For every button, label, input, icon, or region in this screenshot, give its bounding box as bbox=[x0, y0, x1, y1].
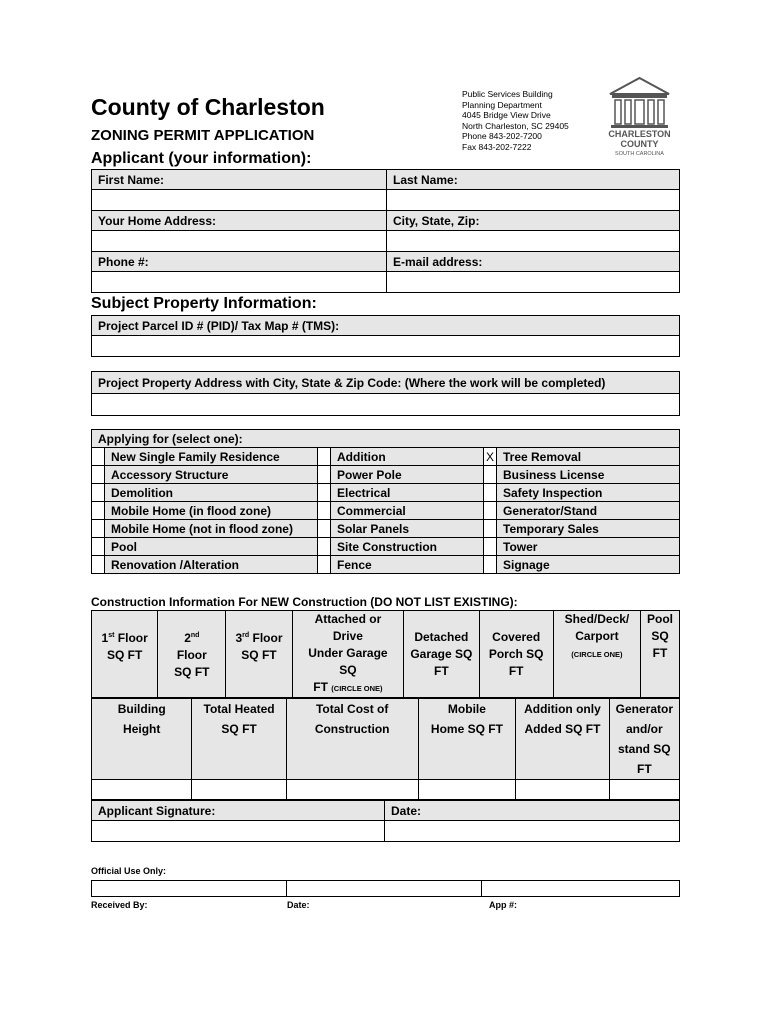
home-address-field[interactable] bbox=[92, 231, 387, 252]
signature-date-field[interactable] bbox=[385, 821, 680, 842]
shed-deck-carport-header: Shed/Deck/ Carport (CIRCLE ONE) bbox=[553, 611, 640, 698]
signature-table bbox=[91, 800, 680, 842]
property-address-label: Project Property Address with City, State & Zip Code: (Where the work will be completed) bbox=[92, 372, 680, 394]
checkbox[interactable] bbox=[318, 448, 331, 466]
last-name-field[interactable] bbox=[387, 190, 680, 211]
checkbox[interactable] bbox=[484, 538, 497, 556]
official-date-label: Date: bbox=[287, 900, 310, 910]
city-state-zip-field[interactable] bbox=[387, 231, 680, 252]
checkbox[interactable] bbox=[92, 448, 105, 466]
parcel-field[interactable] bbox=[92, 336, 680, 357]
official-date-field[interactable] bbox=[287, 881, 482, 897]
parcel-label: Project Parcel ID # (PID)/ Tax Map # (TMS): bbox=[92, 316, 680, 336]
total-heated-header: Total Heated SQ FT bbox=[192, 699, 286, 780]
applying-heading: Applying for (select one): bbox=[92, 430, 680, 448]
second-floor-header: 2nd Floor SQ FT bbox=[158, 611, 226, 698]
parcel-table bbox=[91, 315, 680, 357]
option-label: Mobile Home (not in flood zone) bbox=[105, 520, 318, 538]
checkbox[interactable]: X bbox=[484, 448, 497, 466]
option-label: Fence bbox=[331, 556, 484, 574]
option-label: Solar Panels bbox=[331, 520, 484, 538]
checkbox[interactable] bbox=[92, 502, 105, 520]
checkbox[interactable] bbox=[484, 484, 497, 502]
option-label: Pool bbox=[105, 538, 318, 556]
mobile-home-field[interactable] bbox=[418, 780, 516, 800]
home-address-label: Your Home Address: bbox=[92, 211, 387, 231]
first-name-label: First Name: bbox=[92, 170, 387, 190]
option-label: Commercial bbox=[331, 502, 484, 520]
checkbox[interactable] bbox=[318, 520, 331, 538]
checkbox[interactable] bbox=[484, 556, 497, 574]
first-name-field[interactable] bbox=[92, 190, 387, 211]
received-by-field[interactable] bbox=[92, 881, 287, 897]
checkbox[interactable] bbox=[484, 502, 497, 520]
generator-header: Generator and/or stand SQ FT bbox=[609, 699, 679, 780]
addition-field[interactable] bbox=[516, 780, 609, 800]
option-label: Temporary Sales bbox=[497, 520, 680, 538]
checkbox[interactable] bbox=[92, 466, 105, 484]
option-label: Power Pole bbox=[331, 466, 484, 484]
option-label: New Single Family Residence bbox=[105, 448, 318, 466]
signature-field[interactable] bbox=[92, 821, 385, 842]
checkbox[interactable] bbox=[92, 520, 105, 538]
construction-heading: Construction Information For NEW Construction (DO NOT LIST EXISTING): bbox=[91, 595, 518, 609]
checkbox[interactable] bbox=[318, 556, 331, 574]
option-label: Tower bbox=[497, 538, 680, 556]
checkbox[interactable] bbox=[484, 520, 497, 538]
total-heated-field[interactable] bbox=[192, 780, 286, 800]
building-height-header: Building Height bbox=[92, 699, 192, 780]
checkbox[interactable] bbox=[318, 484, 331, 502]
third-floor-header: 3rd Floor SQ FT bbox=[226, 611, 292, 698]
last-name-label: Last Name: bbox=[387, 170, 680, 190]
generator-field[interactable] bbox=[609, 780, 679, 800]
signature-date-label: Date: bbox=[385, 801, 680, 821]
applicant-heading: Applicant (your information): bbox=[91, 150, 312, 167]
property-heading: Subject Property Information: bbox=[91, 295, 317, 312]
received-by-label: Received By: bbox=[91, 900, 148, 910]
phone-field[interactable] bbox=[92, 272, 387, 293]
app-number-field[interactable] bbox=[482, 881, 680, 897]
checkbox[interactable] bbox=[318, 538, 331, 556]
total-cost-field[interactable] bbox=[286, 780, 418, 800]
option-label: Renovation /Alteration bbox=[105, 556, 318, 574]
phone-label: Phone #: bbox=[92, 252, 387, 272]
option-label: Addition bbox=[331, 448, 484, 466]
mobile-home-header: Mobile Home SQ FT bbox=[418, 699, 516, 780]
applying-for-table bbox=[91, 429, 680, 574]
checkbox[interactable] bbox=[318, 502, 331, 520]
detached-garage-header: Detached Garage SQ FT bbox=[404, 611, 479, 698]
official-use-label: Official Use Only: bbox=[91, 866, 167, 876]
checkbox[interactable] bbox=[484, 466, 497, 484]
svg-text:CHARLESTON: CHARLESTON bbox=[608, 129, 671, 139]
option-label: Electrical bbox=[331, 484, 484, 502]
email-field[interactable] bbox=[387, 272, 680, 293]
building-table bbox=[91, 698, 680, 800]
option-label: Business License bbox=[497, 466, 680, 484]
property-address-field[interactable] bbox=[92, 394, 680, 416]
svg-text:SOUTH CAROLINA: SOUTH CAROLINA bbox=[615, 151, 664, 157]
checkbox[interactable] bbox=[318, 466, 331, 484]
official-use-table bbox=[91, 880, 680, 897]
addition-header: Addition only Added SQ FT bbox=[516, 699, 609, 780]
option-label: Safety Inspection bbox=[497, 484, 680, 502]
signature-label: Applicant Signature: bbox=[92, 801, 385, 821]
form-title: ZONING PERMIT APPLICATION bbox=[91, 127, 315, 144]
checkbox[interactable] bbox=[92, 484, 105, 502]
option-label: Mobile Home (in flood zone) bbox=[105, 502, 318, 520]
county-title: County of Charleston bbox=[91, 94, 325, 120]
option-label: Site Construction bbox=[331, 538, 484, 556]
svg-text:COUNTY: COUNTY bbox=[620, 139, 659, 149]
option-label: Signage bbox=[497, 556, 680, 574]
first-floor-header: 1st Floor SQ FT bbox=[92, 611, 158, 698]
total-cost-header: Total Cost of Construction bbox=[286, 699, 418, 780]
attached-garage-header: Attached or Drive Under Garage SQ FT (CIRCLE ONE) bbox=[292, 611, 404, 698]
covered-porch-header: Covered Porch SQ FT bbox=[479, 611, 553, 698]
county-logo bbox=[606, 76, 673, 158]
checkbox[interactable] bbox=[92, 556, 105, 574]
option-label: Demolition bbox=[105, 484, 318, 502]
option-label: Tree Removal bbox=[497, 448, 680, 466]
app-number-label: App #: bbox=[489, 900, 517, 910]
option-label: Accessory Structure bbox=[105, 466, 318, 484]
office-address: Public Services Building Planning Department 4045 Bridge View Drive North Charleston, SC 29405 Phone 843-202-7200 Fax 843-202-7222 bbox=[462, 89, 569, 152]
city-state-zip-label: City, State, Zip: bbox=[387, 211, 680, 231]
option-label: Generator/Stand bbox=[497, 502, 680, 520]
pool-header: Pool SQ FT bbox=[641, 611, 680, 698]
applicant-table bbox=[91, 169, 680, 293]
email-label: E-mail address: bbox=[387, 252, 680, 272]
building-height-field[interactable] bbox=[92, 780, 192, 800]
checkbox[interactable] bbox=[92, 538, 105, 556]
property-address-table bbox=[91, 371, 680, 416]
